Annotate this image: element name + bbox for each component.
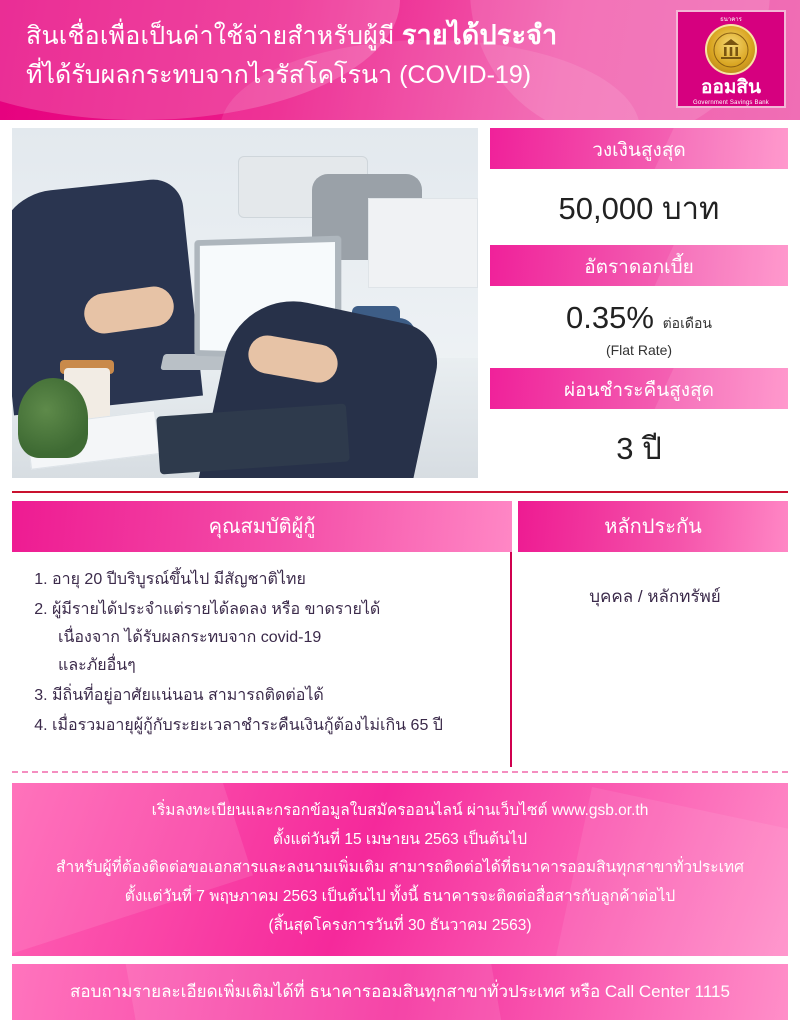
header-title-line-2: ที่ได้รับผลกระทบจากไวรัสโคโรนา (COVID-19) bbox=[26, 61, 532, 90]
note-line-2: ตั้งแต่วันที่ 15 เมษายน 2563 เป็นต้นไป bbox=[272, 830, 528, 848]
logo-top-text: ธนาคาร bbox=[720, 17, 742, 23]
stat-label-credit-limit: วงเงินสูงสุด bbox=[592, 140, 686, 161]
section-divider-red bbox=[12, 491, 788, 493]
stats-panel bbox=[490, 128, 788, 485]
stat-value-interest-rate bbox=[490, 286, 788, 348]
header-title-block bbox=[26, 16, 686, 93]
photo-plant bbox=[18, 378, 88, 458]
list-item bbox=[52, 712, 500, 740]
note-line-5: (สิ้นสุดโครงการวันที่ 30 ธันวาคม 2563) bbox=[268, 916, 532, 934]
gsb-emblem-icon bbox=[705, 24, 757, 75]
logo-name-text: ออมสิน bbox=[701, 77, 761, 98]
section-divider-dashed bbox=[12, 771, 788, 773]
qualification-subtext: และภัยอื่นๆ bbox=[58, 657, 136, 674]
stat-band-repayment-term bbox=[490, 368, 788, 409]
qualifications-body bbox=[12, 552, 512, 767]
qualification-text: ผู้มีรายได้ประจำแต่รายได้ลดลง หรือ ขาดรายได้ bbox=[52, 601, 381, 618]
gsb-logo bbox=[676, 10, 786, 108]
contact-footer-text: สอบถามรายละเอียดเพิ่มเติมได้ที่ ธนาคารออมสินทุกสาขาทั่วประเทศ หรือ Call Center 1115 bbox=[70, 982, 730, 1002]
guarantee-text: บุคคล / หลักทรัพย์ bbox=[589, 587, 721, 606]
hero-section bbox=[0, 120, 800, 485]
qualifications-title: คุณสมบัติผู้กู้ bbox=[12, 501, 512, 552]
photo-box bbox=[368, 198, 478, 288]
note-line-1: เริ่มลงทะเบียนและกรอกข้อมูลใบสมัครออนไลน์ ผ่านเว็บไซต์ www.gsb.or.th bbox=[151, 802, 649, 819]
stat-label-interest-rate: อัตราดอกเบี้ย bbox=[584, 257, 694, 278]
logo-sub-text: Government Savings Bank bbox=[693, 100, 769, 106]
stat-value-credit-limit: 50,000 บาท bbox=[558, 191, 720, 226]
header-title-highlight: รายได้ประจำ bbox=[401, 20, 558, 50]
details-columns bbox=[12, 501, 788, 767]
header-title-normal: สินเชื่อเพื่อเป็นค่าใช้จ่ายสำหรับผู้มี bbox=[26, 22, 402, 50]
stat-value-repayment-term: 3 ปี bbox=[616, 431, 662, 466]
header-title-line-1 bbox=[26, 16, 686, 55]
registration-note-block bbox=[12, 783, 788, 956]
qualification-text: มีถิ่นที่อยู่อาศัยแน่นอน สามารถติดต่อได้ bbox=[52, 687, 324, 704]
contact-footer bbox=[12, 964, 788, 1020]
note-line-3: สำหรับผู้ที่ต้องติดต่อขอเอกสารและลงนามเพิ่มเติม สามารถติดต่อได้ที่ธนาคารออมสินทุกสาขาทั่วประเทศ bbox=[56, 859, 744, 877]
stat-band-credit-limit bbox=[490, 128, 788, 169]
qualifications-list bbox=[26, 566, 500, 740]
guarantee-column bbox=[518, 501, 788, 767]
guarantee-title: หลักประกัน bbox=[518, 501, 788, 552]
qualifications-column bbox=[12, 501, 512, 767]
qualification-text: เมื่อรวมอายุผู้กู้กับระยะเวลาชำระคืนเงินกู้ต้องไม่เกิน 65 ปี bbox=[52, 717, 443, 734]
note-line-4: ตั้งแต่วันที่ 7 พฤษภาคม 2563 เป็นต้นไป ทั้งนี้ ธนาคารจะติดต่อสื่อสารกับลูกค้าต่อไป bbox=[124, 888, 676, 906]
interest-rate-number: 0.35% bbox=[566, 300, 654, 335]
stat-note-flat-rate: (Flat Rate) bbox=[605, 342, 673, 358]
stat-band-interest-rate bbox=[490, 245, 788, 286]
list-item bbox=[52, 596, 500, 680]
stat-label-repayment-term: ผ่อนชำระคืนสูงสุด bbox=[563, 380, 714, 401]
guarantee-body bbox=[518, 552, 788, 767]
qualification-text: อายุ 20 ปีบริบูรณ์ขึ้นไป มีสัญชาติไทย bbox=[52, 571, 306, 588]
office-photo bbox=[12, 128, 478, 478]
list-item bbox=[52, 682, 500, 710]
page-header bbox=[0, 0, 800, 120]
list-item bbox=[52, 566, 500, 594]
interest-rate-unit: ต่อเดือน bbox=[662, 315, 712, 331]
qualification-subtext: เนื่องจาก ได้รับผลกระทบจาก covid-19 bbox=[58, 629, 322, 646]
